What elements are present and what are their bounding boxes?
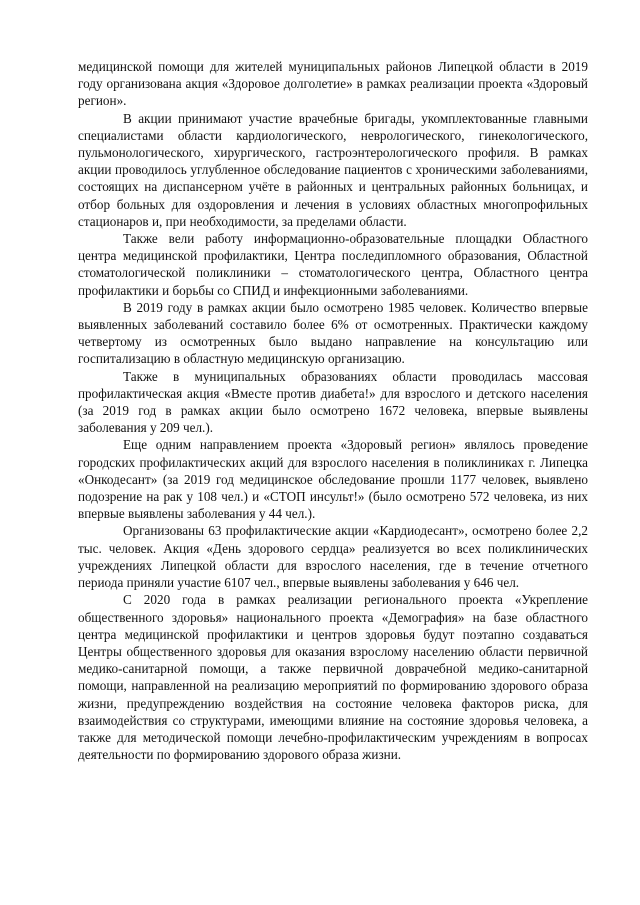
- paragraph-public-health-centers: С 2020 года в рамках реализации регионального проекта «Укрепление общественного здоровья» национального проекта «Демография» на базе областного центра медицинской профилактики и центров здоровья будут поэтапно создаваться Центры общественного здоровья для оказания взрослому населению области первичной медико-санитарной помощи, а также первичной доврачебной медико-санитарной помощи, направленной на реализацию мероприятий по формированию здорового образа жизни, предупреждению воздействия на состояние человека факторов риска, для взаимодействия со структурами, имеющими влияние на состояние здоровья человека, а также для методической помощи лечебно-профилактическим учреждениям в вопросах деятельности по формированию здорового образа жизни.: [78, 592, 588, 763]
- paragraph-medical-teams: В акции принимают участие врачебные бригады, укомплектованные главными специалистами области кардиологического, неврологического, гинекологического, пульмонологического, хирургического, гастроэнтерологического профиля. В рамках акции проводилось углубленное обследование пациентов с хроническими заболеваниями, состоящих на диспансерном учёте в районных и центральных районных больницах, и отбор больных для оздоровления и лечения в условиях областных многопрофильных стационаров и, при необходимости, за пределами области.: [78, 110, 588, 229]
- paragraph-info-platforms: Также вели работу информационно-образовательные площадки Областного центра медицинской профилактики, Центра последипломного образования, Областной стоматологической поликлиники – стоматологического центра, Областного центра профилактики и борьбы со СПИД и инфекционными заболеваниями.: [78, 231, 588, 298]
- paragraph-city-campaigns: Еще одним направлением проекта «Здоровый регион» являлось проведение городских профилактических акций для взрослого населения в поликлиниках г. Липецка «Онкодесант» (за 2019 год медицинское обследование прошли 1177 человек, выявлено подозрение на рак у 108 чел.) и «СТОП инсульт!» (было осмотрено 572 человека, из них впервые выявлены заболевания у 44 чел.).: [78, 437, 588, 522]
- paragraph-cardio-campaigns: Организованы 63 профилактические акции «Кардиодесант», осмотрено более 2,2 тыс. человек. Акция «День здорового сердца» реализуется во всех поликлинических учреждениях Липецкой области для взрослого населения, где в течение отчетного периода приняли участие 6107 чел., впервые выявлены заболевания у 646 чел.: [78, 523, 588, 591]
- paragraph-continuation: медицинской помощи для жителей муниципальных районов Липецкой области в 2019 году организована акция «Здоровое долголетие» в рамках реализации проекта «Здоровый регион».: [78, 59, 588, 109]
- paragraph-diabetes-campaign: Также в муниципальных образованиях области проводилась массовая профилактическая акция «Вместе против диабета!» для взрослого и детского населения (за 2019 год в рамках акции было осмотрено 1672 человека, впервые выявлены заболевания у 209 чел.).: [78, 368, 588, 436]
- paragraph-2019-results: В 2019 году в рамках акции было осмотрено 1985 человек. Количество впервые выявленных заболеваний составило более 6% от осмотренных. Практически каждому четвертому из осмотренных было выдано направление на консультацию или госпитализацию в областную медицинскую организацию.: [78, 299, 588, 367]
